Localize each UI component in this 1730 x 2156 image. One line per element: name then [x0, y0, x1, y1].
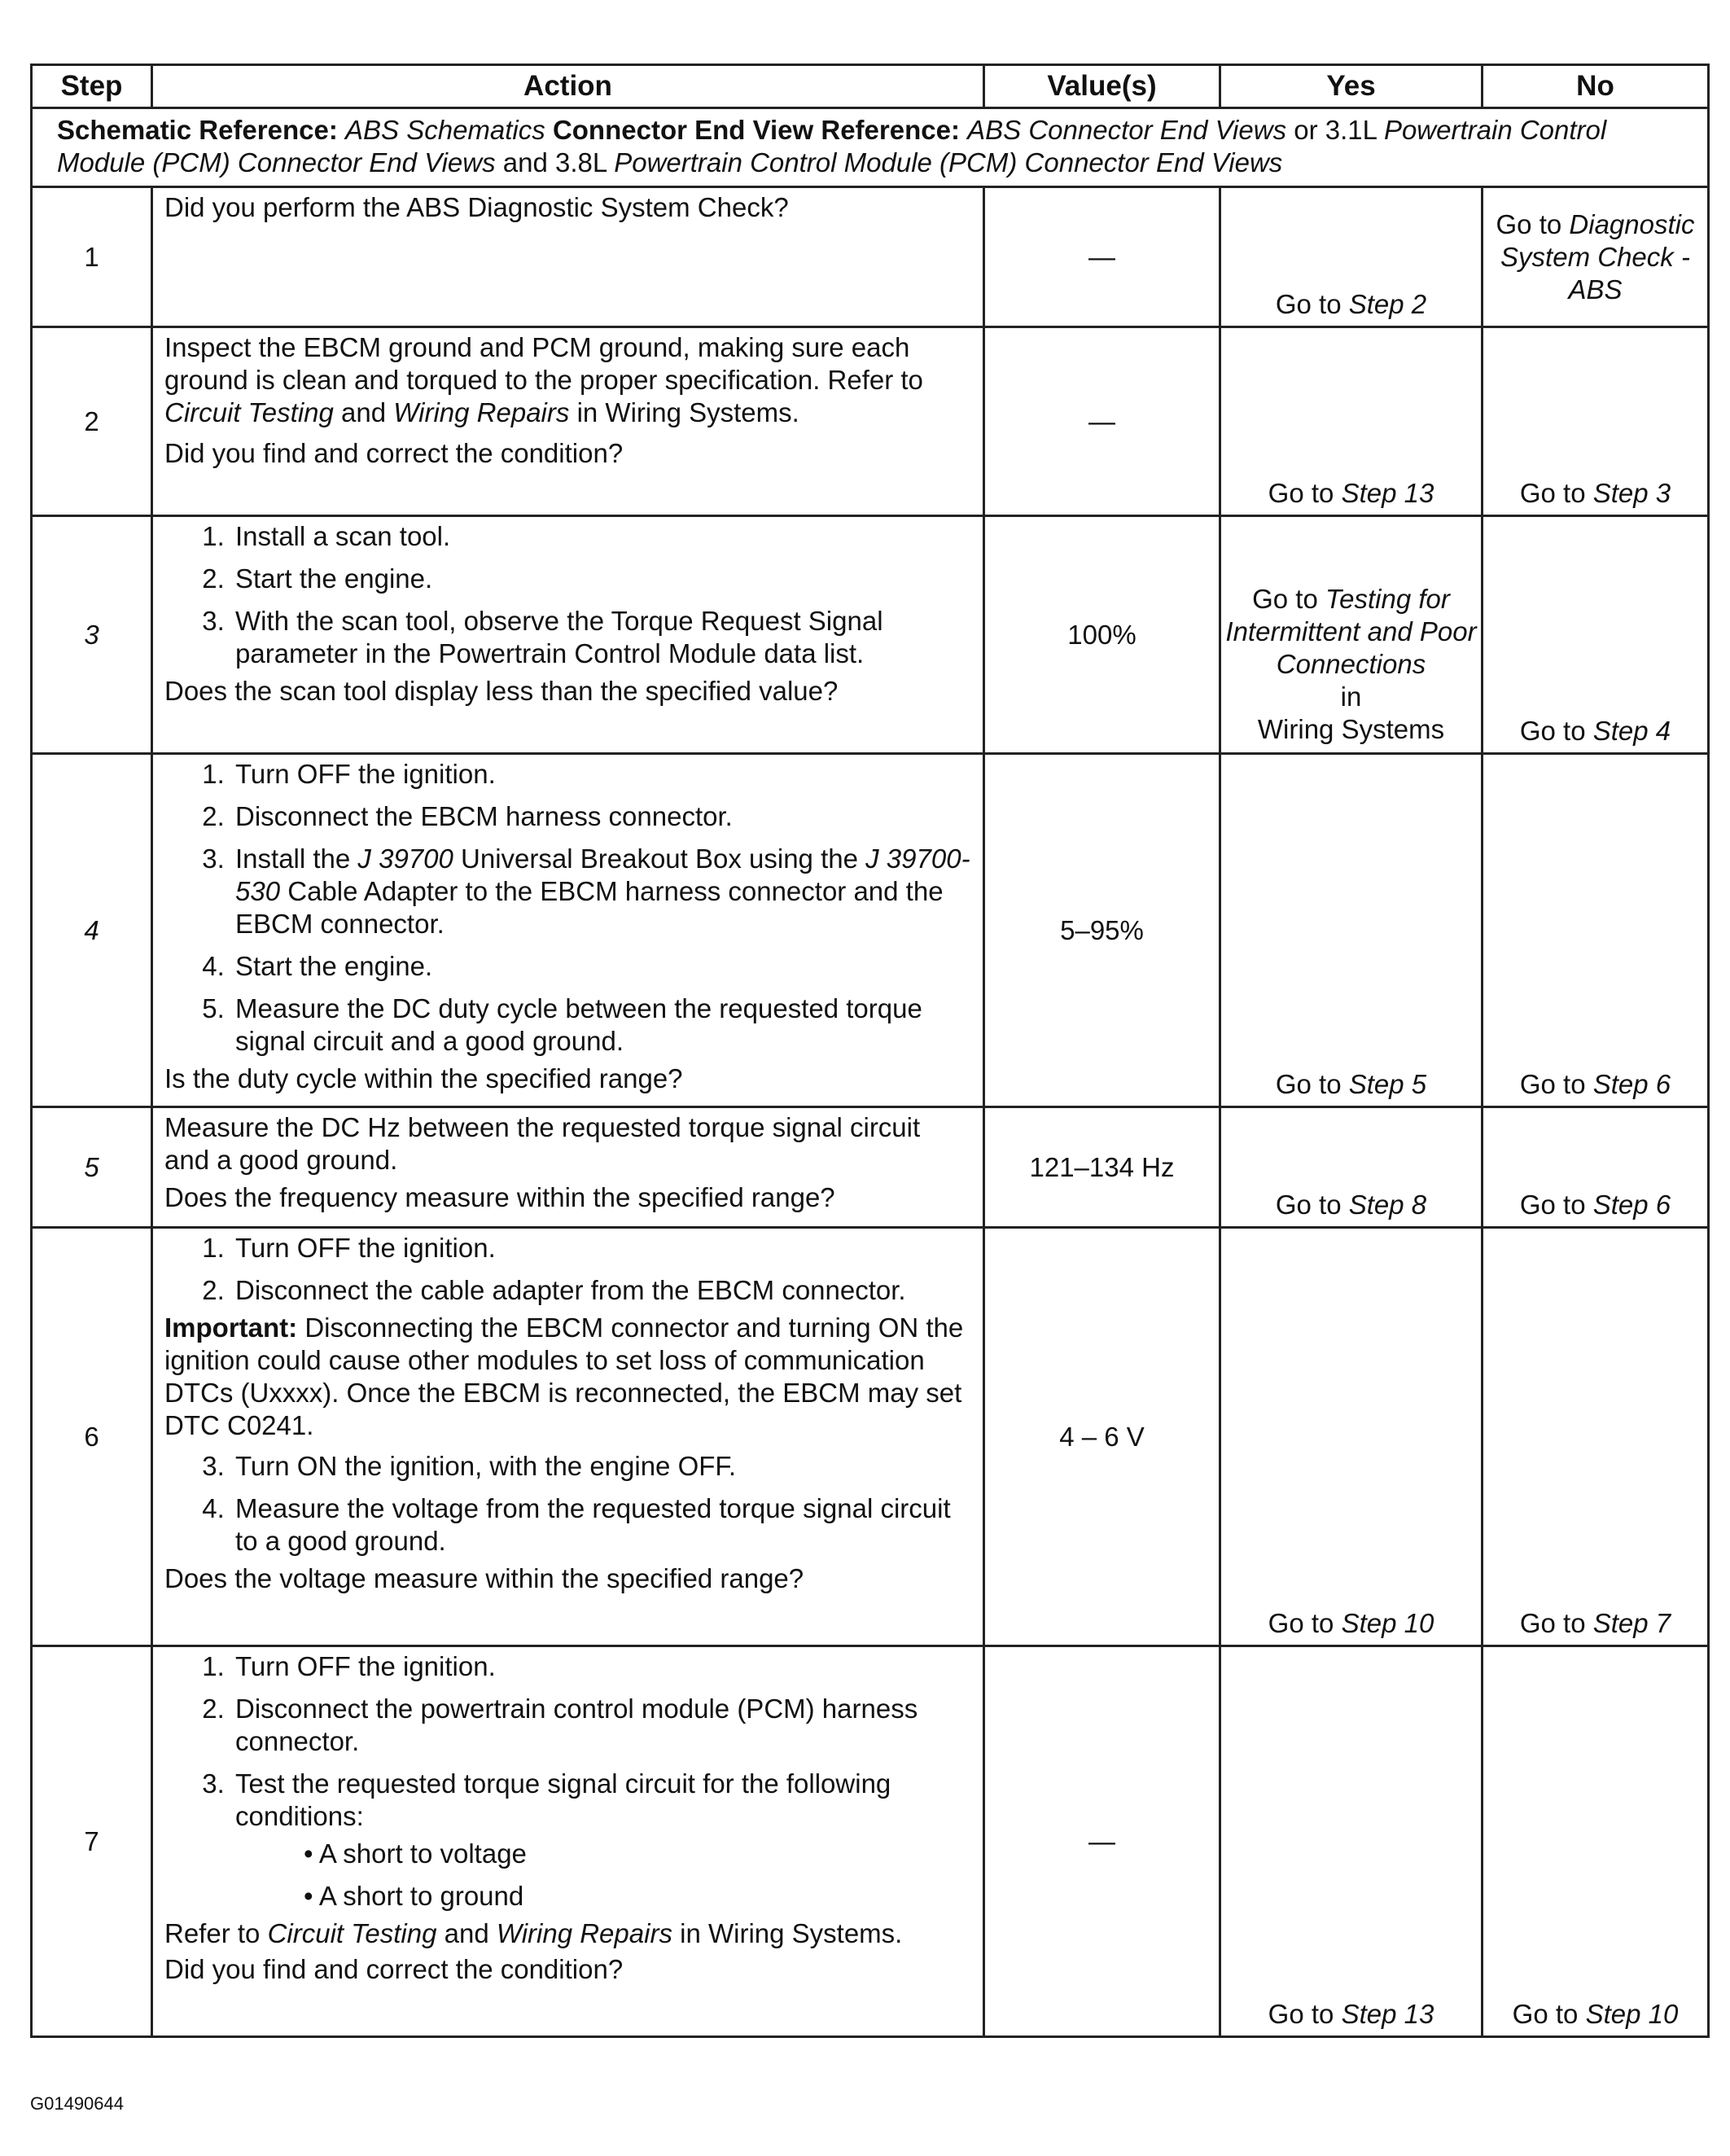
diagnostic-table [30, 64, 1710, 2038]
no-cell: Go to Step 4 [1483, 516, 1709, 754]
list-item: 2. Disconnect the cable adapter from the EBCM connector. [232, 1274, 971, 1307]
instruction-list [164, 758, 971, 1058]
table-row-step-5 [32, 1107, 1709, 1228]
instruction-list-continued [164, 1450, 971, 1558]
schematic-reference-row [32, 108, 1709, 187]
schematic-text-2: and 3.8L [502, 147, 607, 177]
list-item: 2. Disconnect the EBCM harness connector. [232, 800, 971, 833]
table-row-step-4 [32, 754, 1709, 1107]
yes-cell: Go to Step 13 [1220, 1646, 1483, 2037]
question: Did you find and correct the condition? [164, 438, 624, 468]
instruction: Inspect the EBCM ground and PCM ground, making sure each ground is clean and torqued to the proper specification. Refer to Circuit Testing and Wiring Repairs in Wiring Systems. [164, 332, 923, 427]
connector-value: ABS Connector End Views [967, 115, 1287, 145]
header-row [32, 65, 1709, 108]
value-cell: — [984, 187, 1220, 327]
table-row-step-6 [32, 1228, 1709, 1646]
value-cell: — [984, 1646, 1220, 2037]
step-number: 4 [32, 754, 152, 1107]
header-no: No [1483, 65, 1709, 108]
no-ref: Diagnostic System Check - ABS [1500, 208, 1695, 305]
list-item: 3. Turn ON the ignition, with the engine OFF. [232, 1450, 971, 1483]
value-cell: 100% [984, 516, 1220, 754]
action-cell [152, 516, 984, 754]
yes-cell: Go to Testing for Intermittent and Poor Connections in Wiring Systems [1220, 516, 1483, 754]
instruction-list [164, 520, 971, 670]
list-item: 1. Turn OFF the ignition. [232, 758, 971, 791]
yes-cell: Go to Step 2 [1220, 187, 1483, 327]
step-number: 1 [32, 187, 152, 327]
schematic-reference [32, 108, 1709, 187]
instruction: Measure the DC Hz between the requested torque signal circuit and a good ground. [164, 1112, 921, 1175]
no-cell: Go to Step 6 [1483, 1107, 1709, 1228]
header-step: Step [32, 65, 152, 108]
list-item: 4. Start the engine. [232, 950, 971, 983]
question: Does the frequency measure within the specified range? [164, 1182, 835, 1212]
list-item: 1. Turn OFF the ignition. [232, 1232, 971, 1264]
yes-cell: Go to Step 13 [1220, 327, 1483, 516]
list-item: 2. Disconnect the powertrain control module (PCM) harness connector. [232, 1693, 971, 1758]
header-values: Value(s) [984, 65, 1220, 108]
question: Does the voltage measure within the specified range? [164, 1563, 804, 1593]
action-cell [152, 187, 984, 327]
action-cell [152, 327, 984, 516]
schematic-label: Schematic Reference: [57, 115, 338, 145]
diagnostic-table-document [30, 64, 1707, 2038]
list-item: 3. With the scan tool, observe the Torque Request Signal parameter in the Powertrain Control Module data list. [232, 605, 971, 670]
no-cell: Go to Diagnostic System Check - ABS [1483, 187, 1709, 327]
step-number: 3 [32, 516, 152, 754]
instruction-list [164, 1232, 971, 1307]
list-item: • A short to voltage [300, 1838, 971, 1870]
instruction: Refer to Circuit Testing and Wiring Repairs in Wiring Systems. [164, 1918, 903, 1948]
list-item: 1. Turn OFF the ignition. [232, 1650, 971, 1683]
table-row-step-7 [32, 1646, 1709, 2037]
value-cell: 5–95% [984, 754, 1220, 1107]
list-item: 4. Measure the voltage from the requested torque signal circuit to a good ground. [232, 1492, 971, 1558]
action-cell [152, 1646, 984, 2037]
question: Is the duty cycle within the specified range? [164, 1063, 683, 1093]
question: Did you perform the ABS Diagnostic System Check? [164, 192, 789, 222]
schematic-text-1: or 3.1L [1294, 115, 1377, 145]
list-item: 5. Measure the DC duty cycle between the requested torque signal circuit and a good ground. [232, 993, 971, 1058]
list-item: 3. Install the J 39700 Universal Breakout Box using the J 39700-530 Cable Adapter to the EBCM harness connector and the EBCM connector. [232, 843, 971, 940]
step-number: 6 [32, 1228, 152, 1646]
condition-list [235, 1838, 971, 1913]
step-number: 2 [32, 327, 152, 516]
action-cell [152, 754, 984, 1107]
value-cell: 121–134 Hz [984, 1107, 1220, 1228]
yes-ref: Step 2 [1348, 289, 1427, 319]
step-number: 5 [32, 1107, 152, 1228]
list-item: • A short to ground [300, 1880, 971, 1913]
pcm-view-2: Powertrain Control Module (PCM) Connector End Views [614, 147, 1283, 177]
no-cell: Go to Step 3 [1483, 327, 1709, 516]
no-cell: Go to Step 7 [1483, 1228, 1709, 1646]
instruction-list [164, 1650, 971, 1913]
yes-cell: Go to Step 5 [1220, 754, 1483, 1107]
pcm-view-1: Powertrain Control Module (PCM) Connector End Views [57, 115, 1607, 177]
connector-label: Connector End View Reference: [552, 115, 960, 145]
value-cell: — [984, 327, 1220, 516]
yes-cell: Go to Step 8 [1220, 1107, 1483, 1228]
header-action: Action [152, 65, 984, 108]
figure-id: G01490644 [30, 2093, 124, 2114]
no-cell: Go to Step 10 [1483, 1646, 1709, 2037]
no-cell: Go to Step 6 [1483, 754, 1709, 1107]
list-item: 2. Start the engine. [232, 563, 971, 595]
schematic-value: ABS Schematics [345, 115, 545, 145]
action-cell [152, 1228, 984, 1646]
step-number: 7 [32, 1646, 152, 2037]
question: Does the scan tool display less than the specified value? [164, 676, 839, 706]
value-cell: 4 – 6 V [984, 1228, 1220, 1646]
table-row-step-2 [32, 327, 1709, 516]
table-row-step-3 [32, 516, 1709, 754]
question: Did you find and correct the condition? [164, 1954, 624, 1984]
list-item: 3. Test the requested torque signal circuit for the following conditions: • A short to voltage • A short to ground [232, 1768, 971, 1913]
header-yes: Yes [1220, 65, 1483, 108]
yes-cell: Go to Step 10 [1220, 1228, 1483, 1646]
action-cell [152, 1107, 984, 1228]
important-note: Important: Disconnecting the EBCM connector and turning ON the ignition could cause other modules to set loss of communication DTCs (Uxxxx). Once the EBCM is reconnected, the EBCM may set DTC C0241. [164, 1312, 964, 1440]
list-item: 1. Install a scan tool. [232, 520, 971, 553]
table-row-step-1 [32, 187, 1709, 327]
